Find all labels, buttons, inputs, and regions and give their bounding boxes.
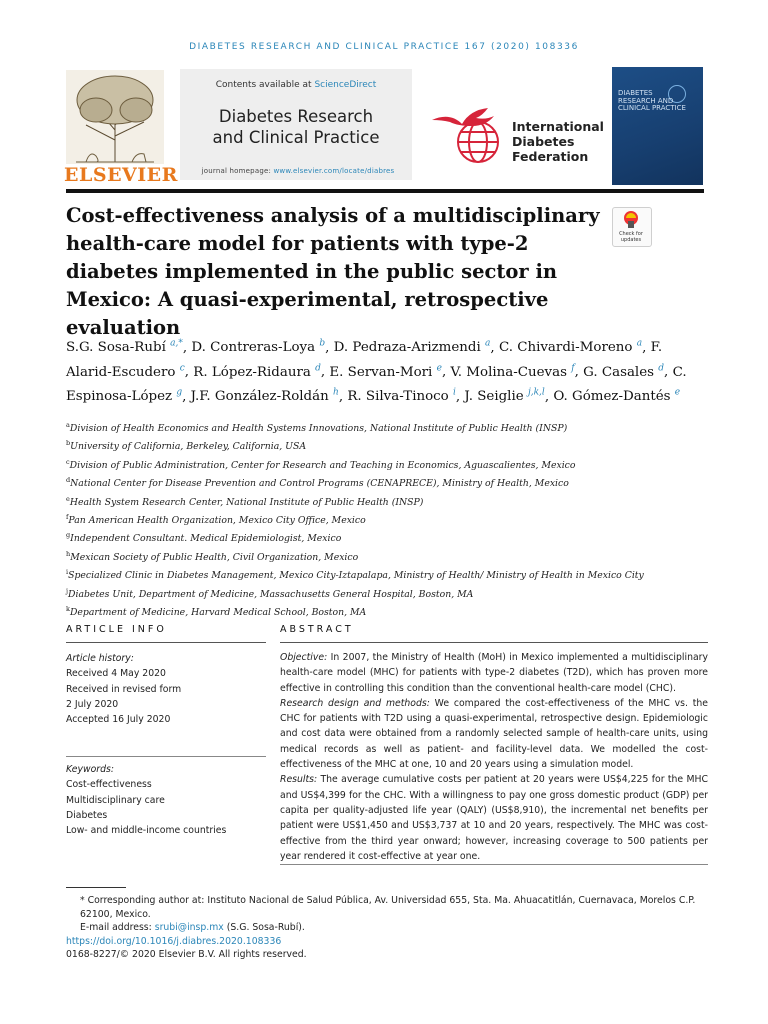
homepage-link[interactable]: www.elsevier.com/locate/diabres [273, 167, 395, 175]
author: F. Alarid-Escudero $^c$ [66, 340, 663, 380]
journal-name-line-2: and Clinical Practice [212, 128, 380, 147]
author: D. Contreras-Loya $^b$ [191, 339, 326, 356]
copyright-line: 0168-8227/© 2020 Elsevier B.V. All rights reserved. [66, 949, 307, 961]
check-for-updates-label [612, 231, 650, 243]
affiliation: $^j$Diabetes Unit, Department of Medicine, Massachusetts General Hospital, Boston, MA [66, 586, 474, 600]
history-entry: Accepted 16 July 2020 [66, 714, 171, 726]
affiliation: $^h$Mexican Society of Public Health, Civil Organization, Mexico [66, 549, 359, 563]
author: E. Servan-Mori $^e$ [329, 363, 442, 380]
email-label: E-mail address: [80, 922, 152, 934]
contents-available-line [180, 80, 412, 90]
author: R. Silva-Tinoco $^i$ [347, 387, 456, 405]
affiliation: $^k$Department of Medicine, Harvard Medical School, Boston, MA [66, 604, 367, 618]
article-info-heading: ARTICLE INFO [66, 624, 167, 635]
affiliation: $^e$Health System Research Center, National Institute of Public Health (INSP) [66, 494, 424, 508]
journal-cover-thumbnail [612, 67, 703, 185]
history-entry: Received in revised form [66, 683, 182, 695]
author: S.G. Sosa-Rubí $^{a,*}$ [66, 339, 183, 356]
affiliation: $^d$National Center for Disease Prevention and Control Programs (CENAPRECE), Ministry of Health, Mexico [66, 476, 569, 490]
keyword: Low- and middle-income countries [66, 825, 227, 837]
idf-wordmark [512, 119, 604, 164]
footnote-rule [66, 887, 126, 888]
keyword: Cost-effectiveness [66, 779, 152, 791]
affiliation: $^a$Division of Health Economics and Health Systems Innovations, National Institute of Public Health (INSP) [66, 421, 568, 435]
author: G. Casales $^d$ [583, 363, 665, 380]
affiliation: $^f$Pan American Health Organization, Mexico City Office, Mexico [66, 512, 366, 527]
affiliation: $^b$University of California, Berkeley, California, USA [66, 439, 307, 453]
article-info-rule [66, 642, 266, 643]
check-label-line-2: updates [620, 237, 642, 243]
abstract-body [280, 650, 708, 864]
idf-line-1: International [512, 119, 604, 134]
check-label-line-1: Check for [619, 231, 643, 237]
abstract-objective: Objective: In 2007, the Ministry of Health (MoH) in Mexico implemented a multidisciplinary health-care model (MHC) for patients with type-2 diabetes (T2D), which has proven more effective in controlling this condition than the conventional health-care model (CHC). [280, 652, 708, 694]
affiliation: $^c$Division of Public Administration, Center for Research and Teaching in Economics, Aguascalientes, Mexico [66, 457, 576, 471]
idf-line-2: Diabetes [512, 134, 575, 149]
email-line [66, 921, 708, 935]
keywords [66, 762, 266, 838]
abstract-results: Results: The average cumulative costs per patient at 20 years were US$4,225 for the MHC and US$4,399 for the CHC. With a willingness to pay one gross domestic product (GDP) per capita per quality-adjusted life year (QALY) (US$8,910), the incremental net benefits per patient were US$1,450 and US$3,737 at 10 and 20 years, respectively. The MHC was cost-effective from the third year onward; however, increasing coverage to 500 patients per year rendered it cost-effective at year one. [280, 774, 708, 862]
sciencedirect-link[interactable]: ScienceDirect [314, 80, 377, 90]
author: V. Molina-Cuevas $^f$ [450, 363, 575, 380]
footnotes [66, 894, 708, 962]
check-updates-icon [623, 210, 639, 230]
corresponding-author-note: * Corresponding author at: Instituto Nacional de Salud Pública, Av. Universidad 655, Sta. Ma. Ahuacatitlán, Cuernavaca, Morelos C.P. 62100, Mexico. [80, 895, 696, 920]
idf-bird-globe-logo [430, 100, 506, 170]
history-label: Article history: [66, 653, 134, 664]
idf-line-3: Federation [512, 149, 589, 164]
affiliation-list [66, 418, 706, 620]
author: O. Gómez-Dantés $^e$ [553, 387, 681, 405]
cover-title-line-3: CLINICAL PRACTICE [618, 104, 686, 112]
author: C. Espinosa-López $^g$ [66, 364, 687, 405]
article-title: Cost-effectiveness analysis of a multidisciplinary health-care model for patients with type-2 diabetes implemented in the public sector in Mexico: A quasi-experimental, retrospective evaluation [66, 204, 600, 339]
abstract-heading: ABSTRACT [280, 624, 354, 635]
keywords-rule [66, 756, 266, 757]
affiliation: $^i$Specialized Clinic in Diabetes Management, Mexico City-Iztapalapa, Ministry of Health/ Ministry of Health in Mexico City [66, 568, 644, 582]
abstract-rule [280, 642, 708, 643]
history-entry: Received 4 May 2020 [66, 668, 166, 680]
article-history [66, 651, 266, 727]
abstract-methods: Research design and methods: We compared the cost-effectiveness of the MHC vs. the CHC for patients with T2D using a quasi-experimental, retrospective design. Epidemiologic and cost data were obtained from a randomly selected sample of health-care units, using medical records as well as patient- and facility-level data. We modelled the cost-effectiveness of the MHC at one, 10 and 20 years using a simulation model. [280, 697, 708, 771]
running-head: DIABETES RESEARCH AND CLINICAL PRACTICE 167 (2020) 108336 [189, 42, 579, 52]
author-list: S.G. Sosa-Rubí $^{a,*}$, D. Contreras-Loya $^b$, D. Pedraza-Arizmendi $^a$, C. Chivardi-Moreno $^a$, F. Alarid-Escudero $^c$, R. López-Ridaura $^d$, E. Servan-Mori $^e$, V. Molina-Cuevas $^f$, G. Casales $^d$, C. Espinosa-López $^g$, J.F. González-Roldán $^h$, R. Silva-Tinoco $^i$, J. Seiglie $^{j,k,l}$, O. Gómez-Dantés $^e$ [66, 339, 687, 405]
cover-title-line-1: DIABETES [618, 89, 653, 97]
keywords-label: Keywords: [66, 764, 114, 775]
author: D. Pedraza-Arizmendi $^a$ [333, 339, 491, 356]
contents-prefix: Contents available at [215, 80, 312, 90]
author: R. López-Ridaura $^d$ [193, 363, 321, 380]
journal-name [180, 106, 412, 148]
affiliation: $^g$Independent Consultant. Medical Epidemiologist, Mexico [66, 531, 342, 545]
author: J.F. González-Roldán $^h$ [190, 387, 339, 405]
header-rule [66, 189, 704, 193]
elsevier-wordmark: ELSEVIER [64, 164, 178, 186]
author: J. Seiglie $^{j,k,l}$ [464, 387, 545, 405]
keyword: Diabetes [66, 809, 108, 821]
homepage-prefix: journal homepage: [201, 167, 272, 175]
journal-homepage-line [180, 167, 416, 175]
cover-title-line-2: RESEARCH AND [618, 96, 674, 105]
keyword: Multidisciplinary care [66, 794, 165, 806]
author: C. Chivardi-Moreno $^a$ [498, 339, 643, 356]
history-entry: 2 July 2020 [66, 698, 119, 710]
doi-link[interactable]: https://doi.org/10.1016/j.diabres.2020.108336 [66, 935, 282, 947]
email-link[interactable]: srubi@insp.mx [154, 922, 224, 934]
cover-title [618, 90, 698, 113]
journal-name-line-1: Diabetes Research [218, 107, 374, 126]
email-suffix: (S.G. Sosa-Rubí). [226, 922, 305, 934]
abstract-end-rule [280, 864, 708, 865]
